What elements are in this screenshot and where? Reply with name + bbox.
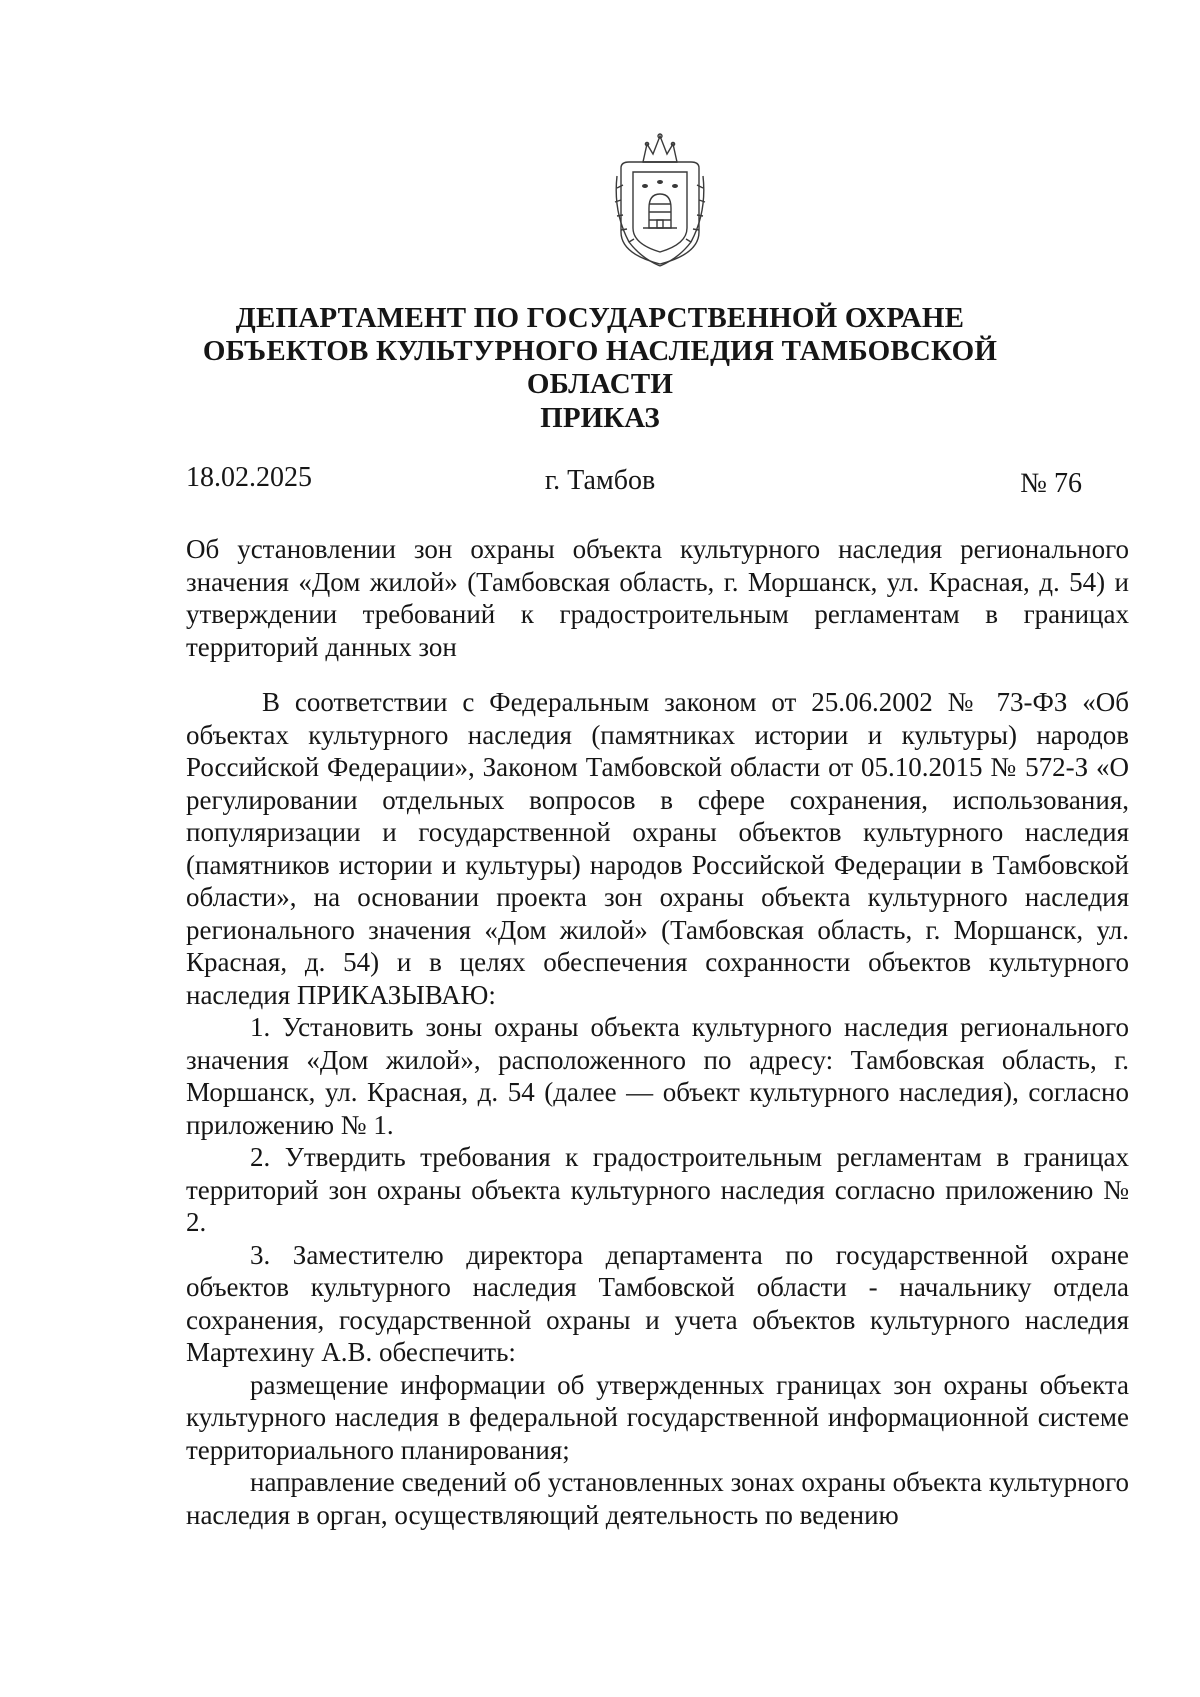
tambov-coat-of-arms-icon [611, 132, 709, 268]
order-subitem-1: размещение информации об утвержденных границах зон охраны объекта культурного наследия в федеральной государственной информационной системе территориального планирования; [186, 1369, 1129, 1465]
order-item-2: 2. Утвердить требования к градостроительным регламентам в границах территорий зон охраны объекта культурного наследия согласно приложению № 2. [186, 1142, 1129, 1237]
department-name: ДЕПАРТАМЕНТ ПО ГОСУДАРСТВЕННОЙ ОХРАНЕ ОБЪЕКТОВ КУЛЬТУРНОГО НАСЛЕДИЯ ТАМБОВСКОЙ ОБЛАСТИ [202, 302, 998, 400]
document-date: 18.02.2025 [186, 462, 312, 493]
document-number: № 76 [1020, 468, 1082, 499]
preamble-paragraph: В соответствии с Федеральным законом от 25.06.2002 № 73-ФЗ «Об объектах культурного наследия (памятниках истории и культуры) народов Российской Федерации», Законом Тамбовской области от 05.10.2015 № 572-З «О регулировании отдельных вопросов в сфере сохранения, использования, популяризации и государственной охраны объектов культурного наследия (памятников истории и культуры) народов Российской Федерации в Тамбовской области», на основании проекта зон охраны объекта культурного наследия регионального значения «Дом жилой» (Тамбовская область, г. Моршанск, ул. Красная, д. 54) и в целях обеспечения сохранности объектов культурного наследия ПРИКАЗЫВАЮ: [186, 687, 1129, 1010]
document-title: Об установлении зон охраны объекта культурного наследия регионального значения «Дом жилой» (Тамбовская область, г. Моршанск, ул. Красная, д. 54) и утверждении требований к градостроительным регламентам в границах территорий данных зон [186, 534, 1129, 662]
order-item-3: 3. Заместителю директора департамента по государственной охране объектов культурного наследия Тамбовской области - начальнику отдела сохранения, государственной охраны и учета объектов культурного наследия Мартехину А.В. обеспечить: [186, 1239, 1129, 1367]
order-item-1: 1. Установить зоны охраны объекта культурного наследия регионального значения «Дом жилой», расположенного по адресу: Тамбовская область, г. Моршанск, ул. Красная, д. 54 (далее — объект культурного наследия), согласно приложению № 1. [186, 1012, 1129, 1140]
order-subitem-2: направление сведений об установленных зонах охраны объекта культурного наследия в орган, осуществляющий деятельность по ведению [186, 1467, 1129, 1530]
document-city: г. Тамбов [544, 465, 656, 496]
document-meta-row [0, 462, 1200, 502]
document-body [186, 686, 1129, 1531]
document-type: ПРИКАЗ [540, 402, 660, 434]
